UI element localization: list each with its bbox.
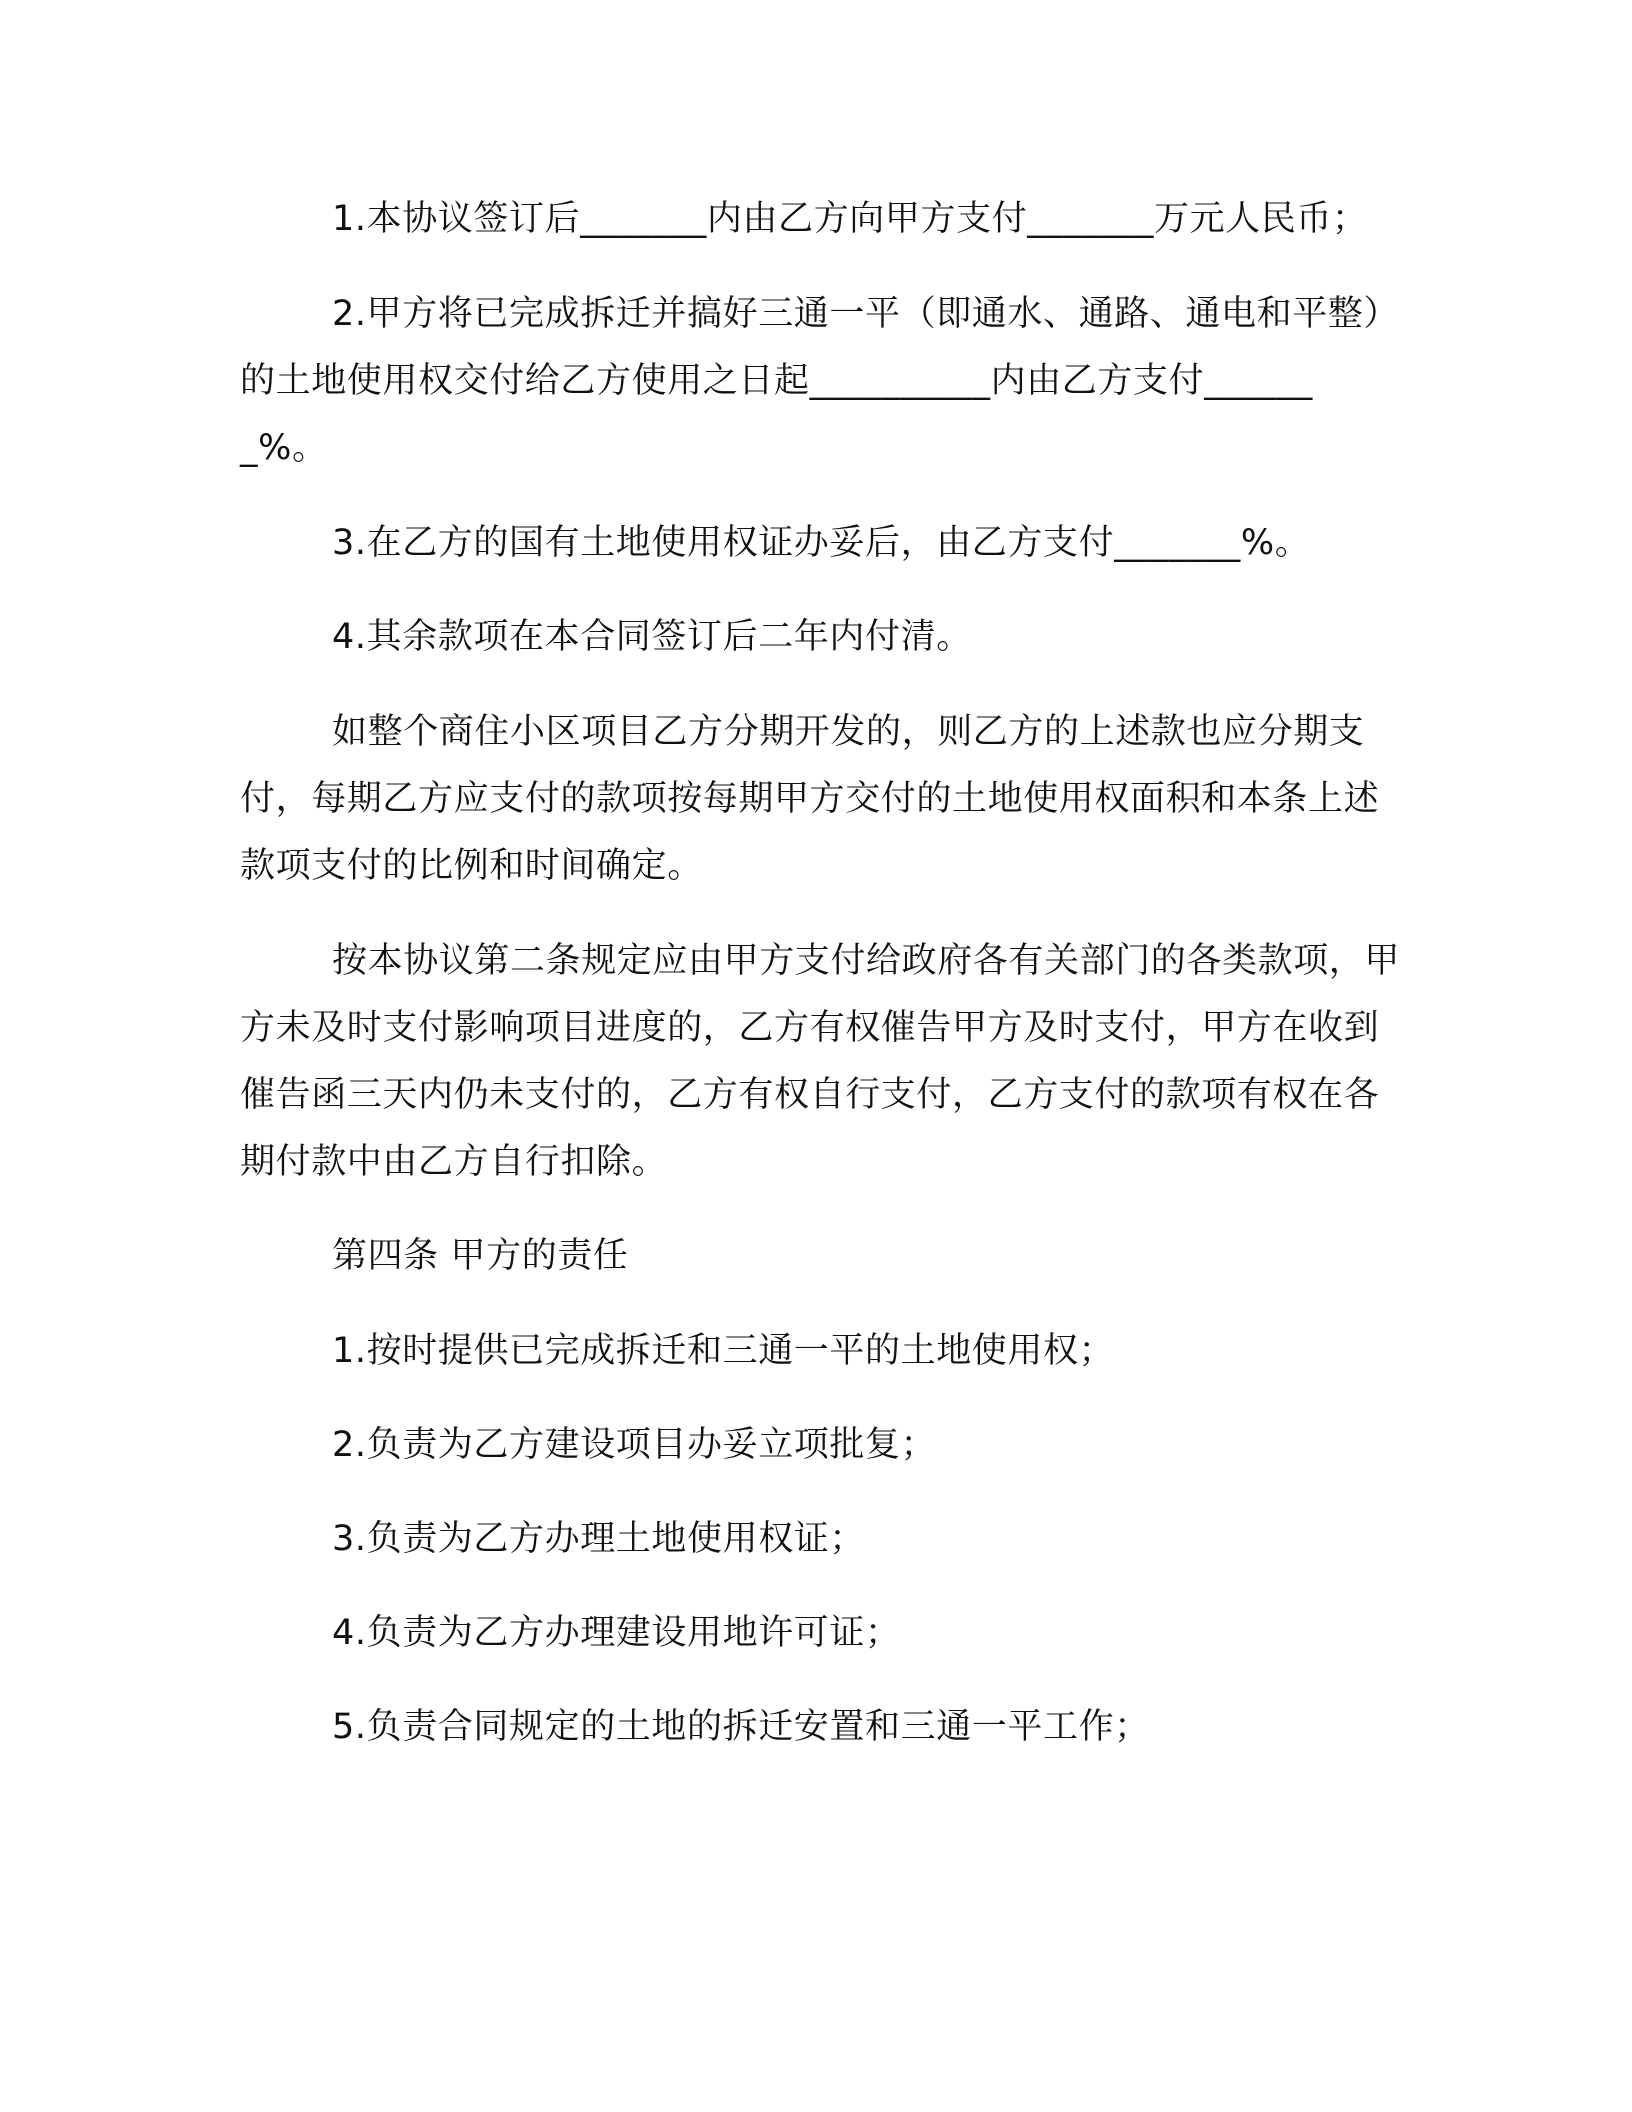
payment-clause-2: 2.甲方将已完成拆迁并搞好三通一平（即通水、通路、通电和平整）的土地使用权交付给乙方使用之日起__________内由乙方支付_______%。 <box>240 294 1399 468</box>
payment-clause-1: 1.本协议签订后_______内由乙方向甲方支付_______万元人民币； <box>332 199 1368 239</box>
payment-clause-4: 4.其余款项在本合同签订后二年内付清。 <box>332 617 972 657</box>
document-body <box>240 186 1400 1761</box>
section-heading-article-4: 第四条 甲方的责任 <box>332 1236 629 1276</box>
government-fees-paragraph: 按本协议第二条规定应由甲方支付给政府各有关部门的各类款项，甲方未及时支付影响项目进度的，乙方有权催告甲方及时支付，甲方在收到催告函三天内仍未支付的，乙方有权自行支付，乙方支付的款项有权在各期付款中由乙方自行扣除。 <box>240 941 1401 1182</box>
party-a-duty-4: 4.负责为乙方办理建设用地许可证； <box>332 1613 901 1653</box>
party-a-duty-1: 1.按时提供已完成拆迁和三通一平的土地使用权； <box>332 1331 1115 1371</box>
party-a-duty-2: 2.负责为乙方建设项目办妥立项批复； <box>332 1425 937 1465</box>
party-a-duty-3: 3.负责为乙方办理土地使用权证； <box>332 1519 865 1559</box>
payment-clause-3: 3.在乙方的国有土地使用权证办妥后，由乙方支付_______%。 <box>332 523 1311 563</box>
phased-development-paragraph: 如整个商住小区项目乙方分期开发的，则乙方的上述款也应分期支付，每期乙方应支付的款项按每期甲方交付的土地使用权面积和本条上述款项支付的比例和时间确定。 <box>240 712 1380 886</box>
party-a-duty-5: 5.负责合同规定的土地的拆迁安置和三通一平工作； <box>332 1707 1150 1747</box>
